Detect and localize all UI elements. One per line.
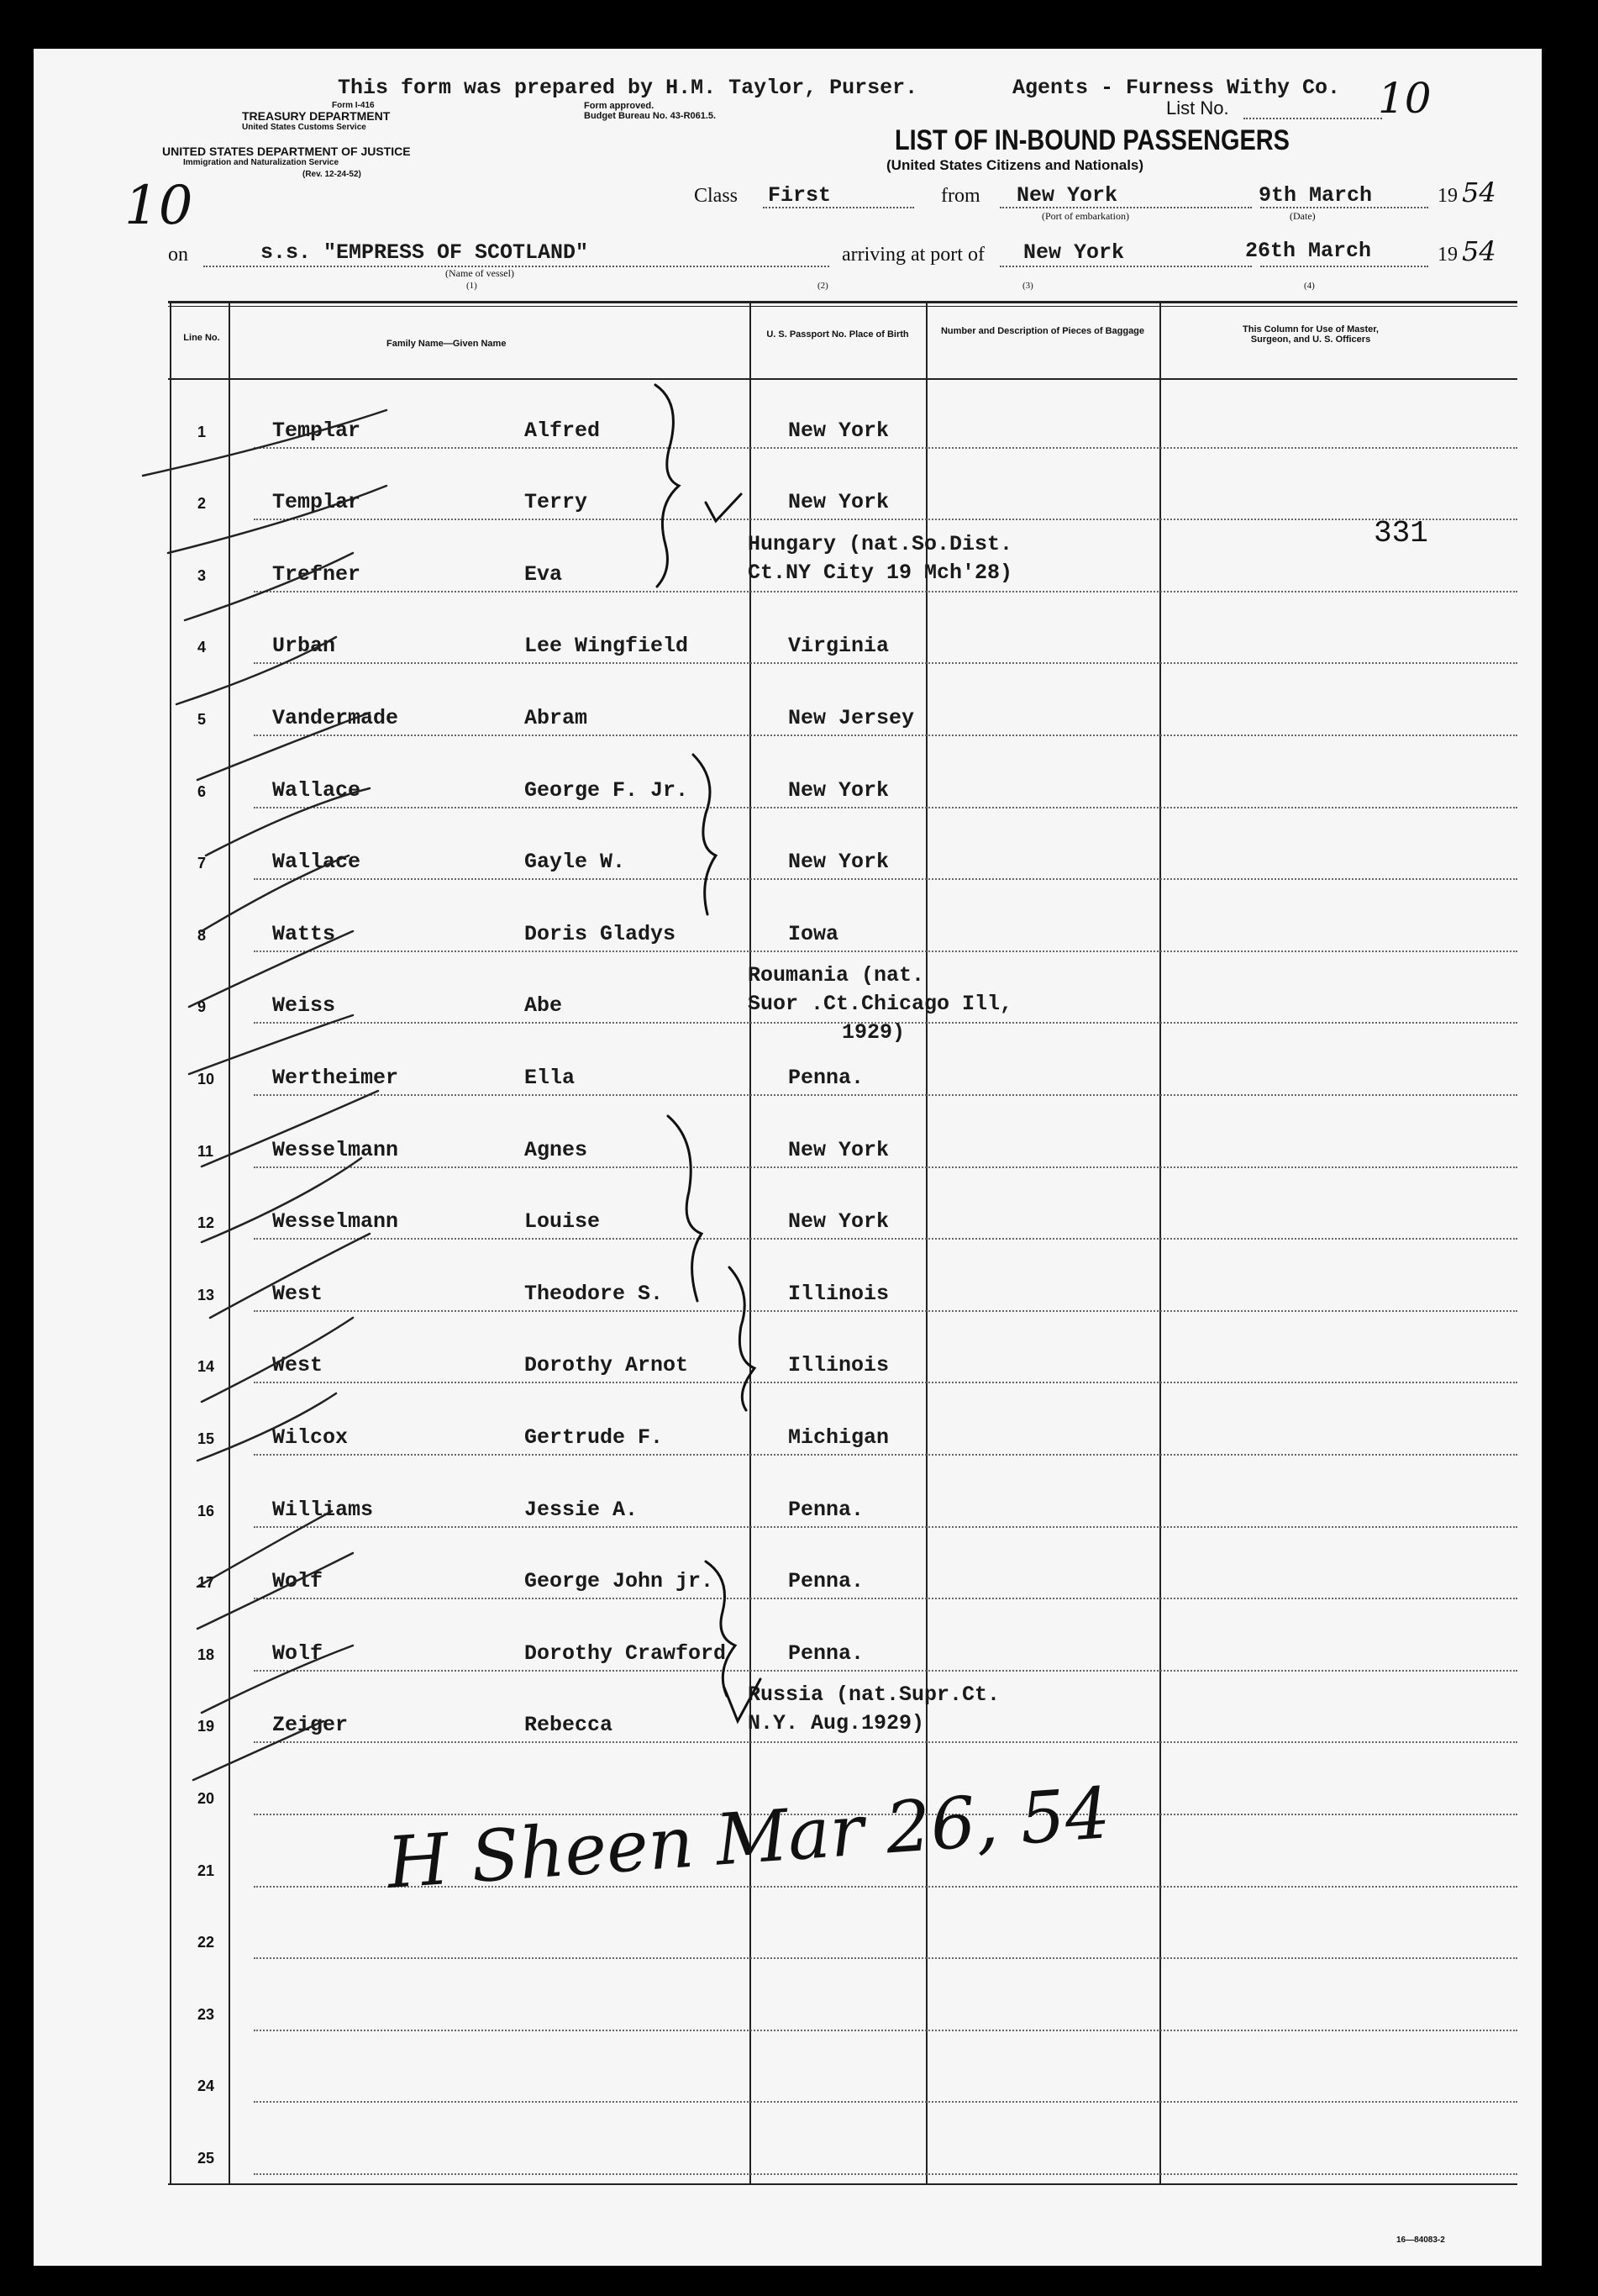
- line-number: 13: [197, 1286, 215, 1303]
- family-name: Wolf: [272, 1640, 323, 1666]
- embark-port: New York: [1017, 183, 1118, 208]
- birth-place: Illinois: [788, 1281, 890, 1306]
- line-number: 14: [197, 1358, 215, 1376]
- line-number: 16: [197, 1502, 215, 1519]
- given-name: Terry: [524, 490, 588, 515]
- family-name: Templar: [272, 418, 361, 443]
- manifest-page: [34, 49, 1542, 2266]
- ins-label: Immigration and Naturalization Service: [183, 158, 339, 167]
- vessel-caption: (Name of vessel): [445, 267, 514, 279]
- line-number: 6: [197, 782, 207, 800]
- given-name: Gayle W.: [524, 850, 626, 875]
- family-name: Wertheimer: [272, 1066, 399, 1090]
- family-name: West: [272, 1281, 323, 1306]
- birth-place: New York: [788, 490, 890, 515]
- birth-place-continued: Suor .Ct.Chicago Ill,: [748, 992, 1013, 1017]
- line-number: 9: [197, 998, 207, 1016]
- given-name: George John jr.: [524, 1569, 714, 1594]
- line-number: 2: [197, 495, 207, 513]
- line-number: 24: [197, 2077, 215, 2095]
- family-name: Templar: [272, 490, 361, 515]
- embark-caption: (Port of embarkation): [1042, 210, 1129, 222]
- list-no-label: List No.: [1166, 97, 1229, 118]
- birth-place: New York: [788, 777, 890, 803]
- arrival-date: 26th March: [1245, 239, 1372, 263]
- line-number: 22: [197, 1934, 215, 1951]
- bracket-mark: [668, 1116, 702, 1301]
- birth-place-continued: 1929): [842, 1020, 906, 1045]
- tick-mark: [202, 856, 349, 931]
- tick-mark: [189, 1015, 353, 1074]
- birth-place: Russia (nat.Supr.Ct.: [748, 1683, 1001, 1708]
- birth-place: Penna.: [788, 1497, 865, 1522]
- family-name: Wesselmann: [272, 1137, 399, 1162]
- given-name: Dorothy Crawford: [524, 1640, 727, 1666]
- birth-place: Roumania (nat.: [748, 963, 925, 988]
- bracket-mark: [706, 1561, 735, 1696]
- line-number: 19: [197, 1718, 215, 1735]
- line-number: 8: [197, 926, 207, 944]
- caption-3: (3): [1022, 281, 1033, 291]
- line-number: 3: [197, 566, 207, 584]
- birth-place: New York: [788, 850, 890, 875]
- budget-bureau: Budget Bureau No. 43-R061.5.: [584, 111, 717, 121]
- birth-place: Penna.: [788, 1066, 865, 1090]
- family-name: Urban: [272, 634, 336, 659]
- check-mark: [706, 494, 741, 521]
- given-name: Agnes: [524, 1137, 588, 1162]
- line-number: 4: [197, 639, 207, 656]
- given-name: Alfred: [524, 418, 601, 443]
- date-caption: (Date): [1290, 210, 1316, 222]
- line-number: 17: [197, 1574, 215, 1592]
- family-name: Vandermade: [272, 706, 399, 730]
- margin-list-number: 10: [124, 175, 193, 237]
- col-header-officers: This Column for Use of Master, Surgeon, and U. S. Officers: [1243, 324, 1379, 345]
- on-label: on: [168, 244, 188, 266]
- tick-mark: [185, 553, 353, 620]
- given-name: Louise: [524, 1209, 601, 1235]
- line-number: 10: [197, 1071, 215, 1087]
- line-number: 23: [197, 2005, 215, 2023]
- family-name: Wolf: [272, 1569, 323, 1594]
- birth-place: New York: [788, 1137, 890, 1162]
- given-name: Eva: [524, 561, 563, 587]
- tick-mark: [202, 1091, 378, 1166]
- family-name: Wilcox: [272, 1425, 349, 1450]
- bracket-mark: [729, 1267, 754, 1410]
- birth-place-continued: N.Y. Aug.1929): [748, 1711, 925, 1736]
- birth-place-continued: Ct.NY City 19 Mch'28): [748, 560, 1013, 585]
- given-name: Abram: [524, 706, 588, 730]
- justice-label: UNITED STATES DEPARTMENT OF JUSTICE: [162, 145, 411, 158]
- caption-2: (2): [817, 281, 828, 291]
- officer-count-number: 331: [1374, 516, 1428, 550]
- list-no-value: 10: [1378, 74, 1432, 123]
- birth-place: Virginia: [788, 634, 890, 659]
- line-number: 1: [197, 423, 207, 440]
- tick-mark: [197, 1553, 353, 1629]
- line-number: 20: [197, 1790, 215, 1807]
- given-name: Doris Gladys: [524, 921, 676, 946]
- page-subtitle: (United States Citizens and Nationals): [886, 157, 1144, 173]
- family-name: Zeiger: [272, 1713, 349, 1738]
- birth-place: New York: [788, 1209, 890, 1235]
- prepared-by-line: This form was prepared by H.M. Taylor, Purser.: [338, 76, 918, 100]
- birth-place: Penna.: [788, 1640, 865, 1666]
- family-name: Wallace: [272, 850, 361, 875]
- line-number: 5: [197, 711, 207, 728]
- family-name: West: [272, 1353, 323, 1378]
- revision-label: (Rev. 12-24-52): [302, 170, 361, 179]
- class-label: Class: [694, 185, 739, 207]
- line-number: 7: [197, 855, 207, 872]
- family-name: Williams: [272, 1497, 374, 1522]
- given-name: Lee Wingfield: [524, 634, 689, 659]
- departure-date: 9th March: [1259, 183, 1373, 208]
- tick-mark: [197, 1511, 332, 1587]
- col-header-line: Line No.: [183, 333, 220, 343]
- line-number: 21: [197, 1862, 215, 1879]
- birth-place: New Jersey: [788, 706, 915, 730]
- form-approved: Form approved.: [584, 101, 654, 111]
- line-number: 11: [197, 1142, 214, 1160]
- birth-place: Penna.: [788, 1569, 865, 1594]
- customs-label: United States Customs Service: [242, 123, 366, 132]
- vessel-name: s.s. "EMPRESS OF SCOTLAND": [260, 240, 589, 265]
- col-header-name: Family Name—Given Name: [386, 339, 507, 349]
- page-title: LIST OF IN-BOUND PASSENGERS: [895, 124, 1290, 156]
- arriving-label: arriving at port of: [842, 244, 985, 266]
- tick-mark: [197, 713, 370, 780]
- arrival-port: New York: [1023, 240, 1125, 265]
- agents-line: Agents - Furness Withy Co.: [1012, 76, 1341, 100]
- family-name: Watts: [272, 921, 336, 946]
- given-name: Gertrude F.: [524, 1425, 664, 1450]
- tick-mark: [210, 1234, 370, 1318]
- line-number: 12: [197, 1214, 215, 1232]
- caption-1: (1): [466, 281, 477, 291]
- year-prefix: 19: [1438, 185, 1458, 207]
- given-name: Ella: [524, 1066, 576, 1090]
- bracket-mark: [655, 385, 679, 587]
- tick-mark: [176, 637, 336, 704]
- given-name: Dorothy Arnot: [524, 1353, 689, 1378]
- arrival-year: 54: [1462, 235, 1496, 267]
- tick-mark: [202, 1646, 353, 1713]
- col-header-baggage: Number and Description of Pieces of Baggage: [940, 326, 1145, 336]
- caption-4: (4): [1304, 281, 1315, 291]
- check-mark: [724, 1679, 760, 1721]
- given-name: Abe: [524, 993, 563, 1019]
- given-name: Jessie A.: [524, 1497, 639, 1522]
- tick-mark: [197, 1393, 336, 1461]
- tick-mark: [193, 1721, 323, 1780]
- line-number: 25: [197, 2150, 215, 2167]
- tick-mark: [202, 1158, 361, 1242]
- given-name: Rebecca: [524, 1713, 613, 1738]
- handwritten-marks: [34, 49, 1542, 2266]
- form-code: 16—84083-2: [1396, 2235, 1445, 2245]
- class-value: First: [768, 183, 832, 208]
- birth-place: Michigan: [788, 1425, 890, 1450]
- family-name: Trefner: [272, 561, 361, 587]
- bracket-mark: [693, 755, 716, 914]
- family-name: Weiss: [272, 993, 336, 1019]
- tick-mark: [189, 931, 353, 1007]
- birth-place: Iowa: [788, 921, 839, 946]
- departure-year: 54: [1462, 176, 1496, 208]
- line-number: 18: [197, 1646, 215, 1663]
- year-prefix-2: 19: [1438, 244, 1458, 266]
- family-name: Wesselmann: [272, 1209, 399, 1235]
- birth-place: Illinois: [788, 1353, 890, 1378]
- form-number: Form I-416: [332, 101, 375, 110]
- family-name: Wallace: [272, 777, 361, 803]
- inspector-signature: H Sheen Mar 26, 54: [384, 1772, 1113, 1904]
- birth-place: Hungary (nat.So.Dist.: [748, 531, 1013, 556]
- from-label: from: [941, 185, 980, 207]
- tick-mark: [143, 410, 386, 476]
- treasury-label: TREASURY DEPARTMENT: [242, 109, 391, 123]
- tick-mark: [202, 1318, 353, 1402]
- given-name: Theodore S.: [524, 1281, 664, 1306]
- birth-place: New York: [788, 418, 890, 443]
- col-header-passport: U. S. Passport No. Place of Birth: [766, 329, 909, 340]
- tick-mark: [168, 486, 386, 553]
- given-name: George F. Jr.: [524, 777, 689, 803]
- line-number: 15: [197, 1430, 215, 1447]
- tick-mark: [206, 788, 370, 856]
